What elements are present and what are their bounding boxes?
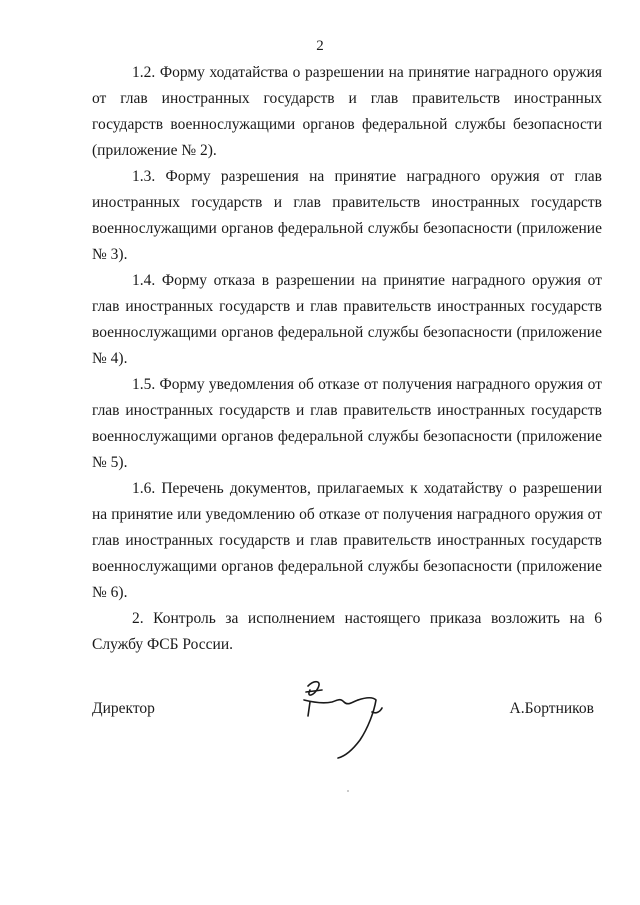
paragraph-1-3: 1.3. Форму разрешения на принятие наградного оружия от глав иностранных государств и глав правительств иностранных государств военнослужащими органов федеральной службы безопасности (приложение № 3). — [92, 168, 602, 263]
paragraph-2: 2. Контроль за исполнением настоящего приказа возложить на 6 Службу ФСБ России. — [92, 610, 602, 653]
page-number: 2 — [316, 38, 324, 54]
signature-block — [92, 672, 602, 772]
paragraph-1-6: 1.6. Перечень документов, прилагаемых к ходатайству о разрешении на принятие или уведомлению об отказе от получения наградного оружия от глав иностранных государств и глав правительств иностранных государств военнослужащими органов федеральной службы безопасности (приложение № 6). — [92, 480, 602, 601]
document-body — [92, 60, 602, 658]
paragraph-1-4: 1.4. Форму отказа в разрешении на принятие наградного оружия от глав иностранных государств и глав правительств иностранных государств военнослужащими органов федеральной службы безопасности (приложение № 4). — [92, 272, 602, 367]
scan-speck — [347, 790, 349, 792]
signatory-name: А.Бортников — [509, 700, 594, 717]
paragraph-1-2: 1.2. Форму ходатайства о разрешении на принятие наградного оружия от глав иностранных государств и глав правительств иностранных государств военнослужащими органов федеральной службы безопасности (приложение № 2). — [92, 64, 602, 159]
handwritten-signature — [292, 672, 402, 772]
signatory-title: Директор — [92, 700, 155, 717]
paragraph-1-5: 1.5. Форму уведомления об отказе от получения наградного оружия от глав иностранных государств и глав правительств иностранных государств военнослужащими органов федеральной службы безопасности (приложение № 5). — [92, 376, 602, 471]
